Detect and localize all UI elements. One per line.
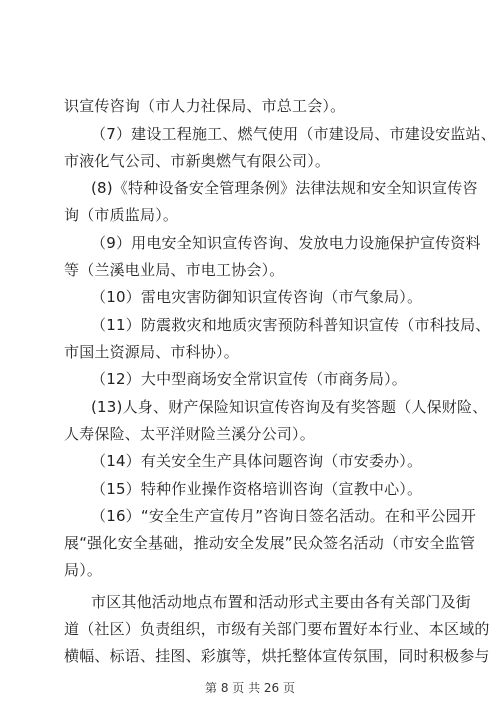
page-number-footer: 第 8 页 共 26 页 (205, 681, 295, 695)
text-line: 市液化气公司、市新奥燃气有限公司）。 (64, 152, 331, 170)
text-line: (8)《特种设备安全管理条例》法律法规和安全知识宣传咨 (91, 179, 478, 197)
text-line: 局）。 (64, 561, 103, 579)
text-line: （7）建设工程施工、燃气使用（市建设局、市建设安监站、 (91, 125, 496, 143)
text-line: （14）有关安全生产具体问题咨询（市安委办）。 (91, 452, 423, 470)
text-line: 等（兰溪电业局、市电工协会）。 (64, 261, 285, 279)
text-line: （16）“安全生产宣传月”咨询日签名活动。在和平公园开 (91, 507, 477, 525)
text-line: 人寿保险、太平洋财险兰溪分公司）。 (64, 425, 315, 443)
text-line: 横幅、标语、挂图、彩旗等，烘托整体宣传氛围，同时积极参与 (64, 647, 490, 665)
text-line: （15）特种作业操作资格培训咨询（宣教中心）。 (91, 480, 423, 498)
text-line: 询（市质监局）。 (64, 206, 179, 224)
text-line: 展“强化安全基础，推动安全发展”民众签名活动（市安全监管 (64, 534, 476, 552)
text-line: (13)人身、财产保险知识宣传咨询及有奖答题（人保财险、 (91, 398, 488, 416)
text-line: 市区其他活动地点布置和活动形式主要由各有关部门及街 (91, 593, 472, 611)
text-line: （10）雷电灾害防御知识宣传咨询（市气象局）。 (91, 288, 423, 306)
text-line: （9）用电安全知识宣传咨询、发放电力设施保护宣传资料 (91, 234, 481, 252)
text-line: （11）防震救灾和地质灾害预防科普知识宣传（市科技局、 (91, 316, 491, 334)
text-line: 市国土资源局、市科协）。 (64, 343, 239, 361)
text-line: （12）大中型商场安全常识宣传（市商务局）。 (91, 370, 407, 388)
text-line: 识宣传咨询（市人力社保局、市总工会）。 (64, 97, 346, 115)
text-line: 道（社区）负责组织，市级有关部门要布置好本行业、本区域的 (64, 620, 490, 638)
